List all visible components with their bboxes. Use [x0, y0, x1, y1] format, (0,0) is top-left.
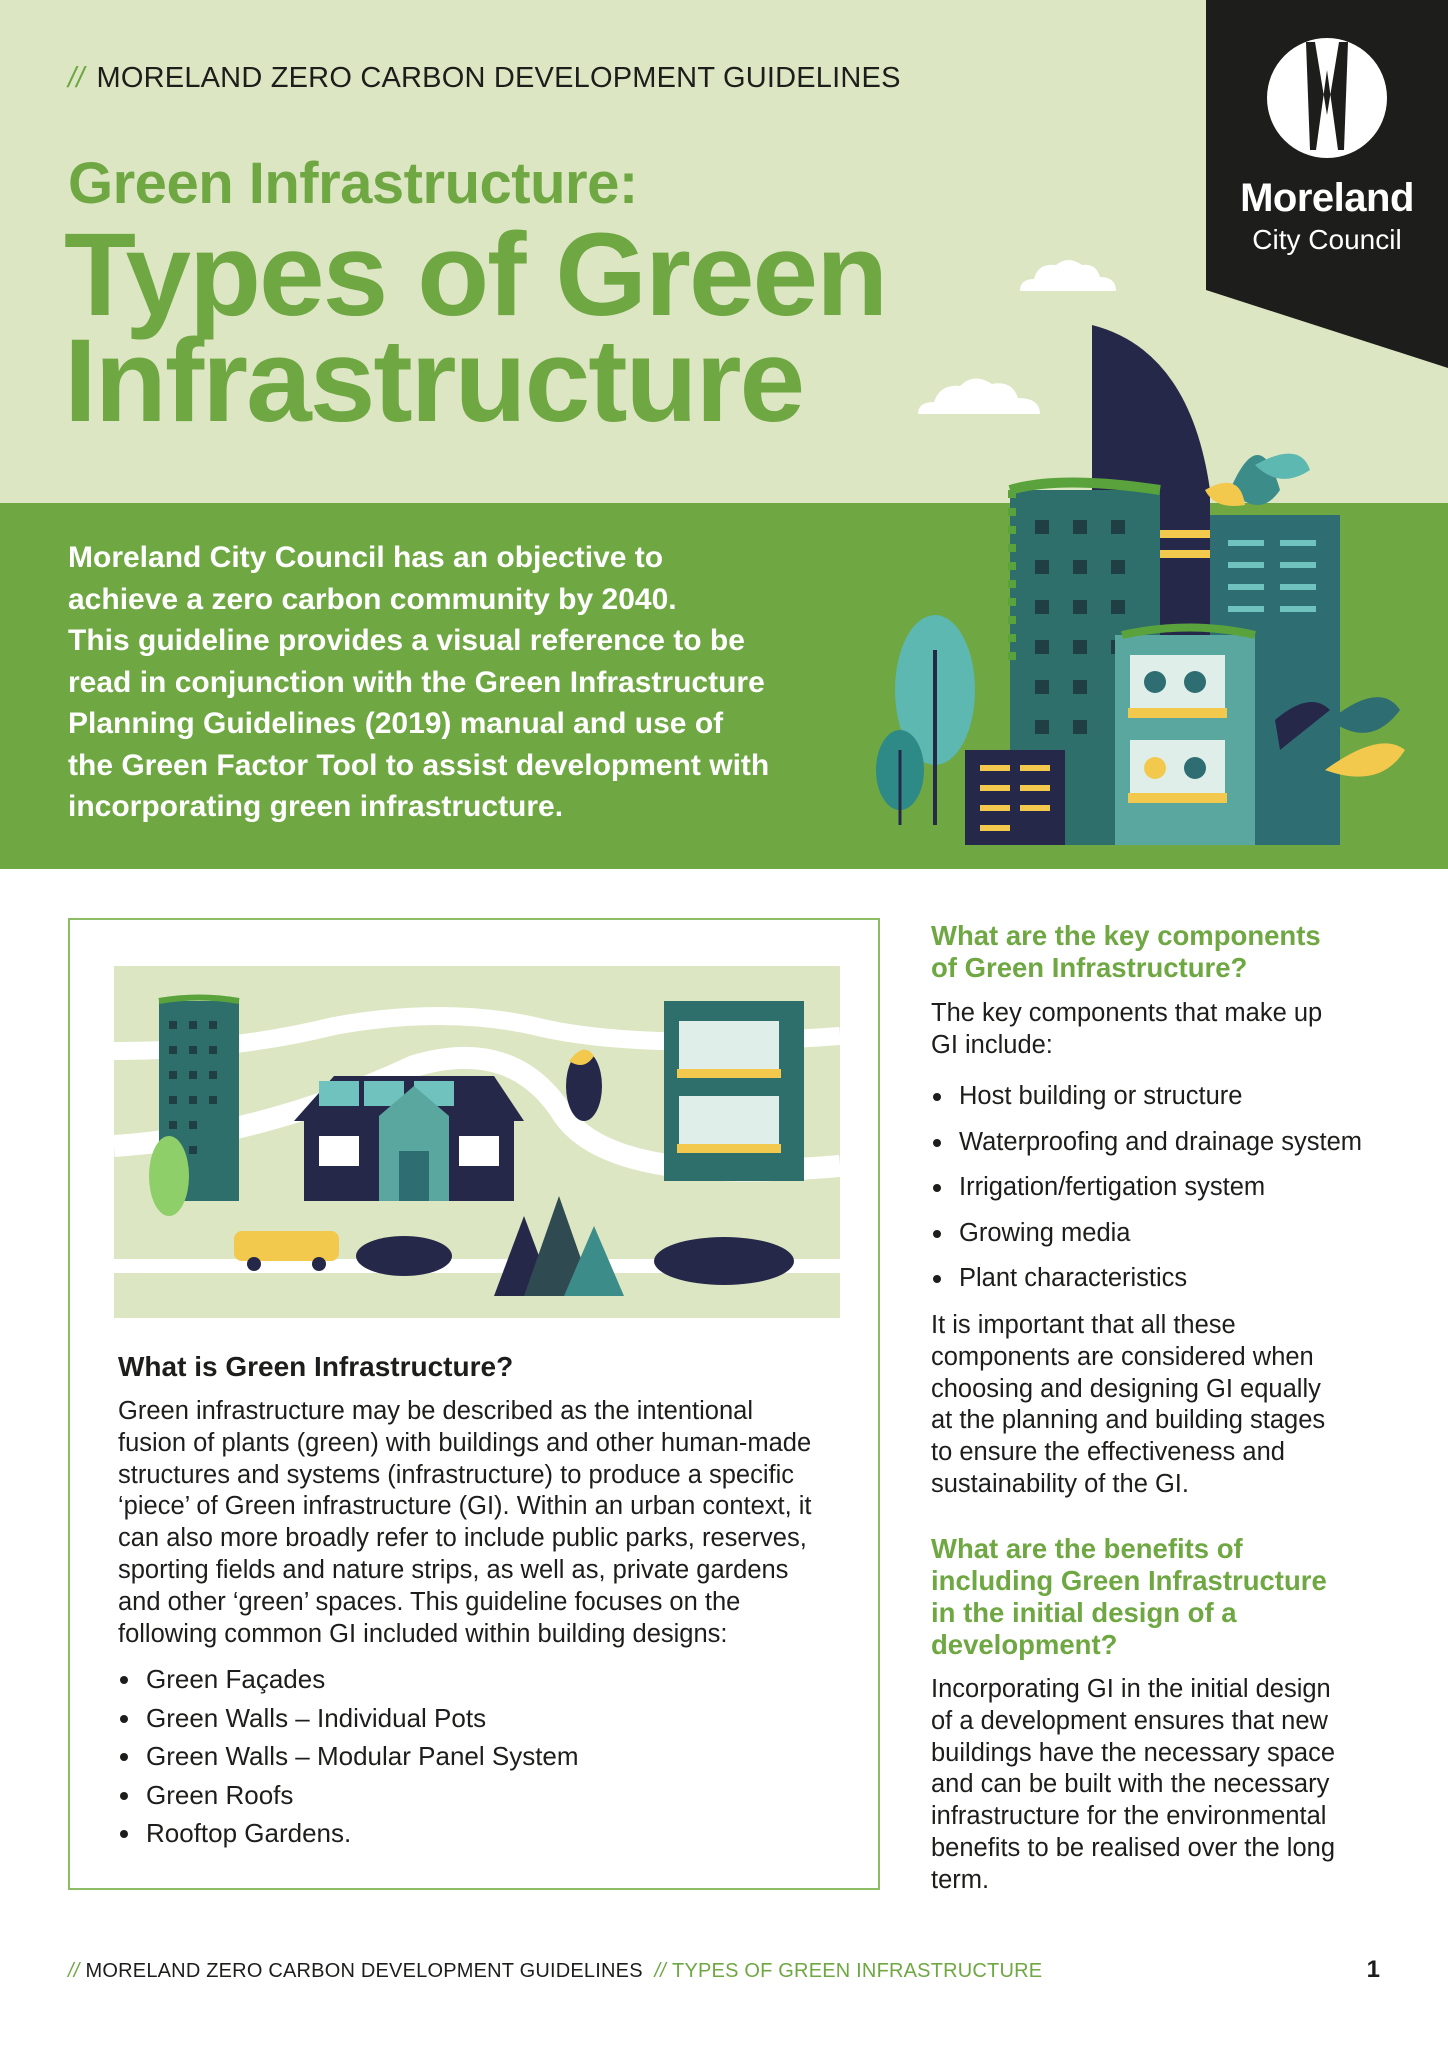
intro-line: This guideline provides a visual reference to be — [68, 624, 745, 657]
list-item: Irrigation/fertigation system — [931, 1165, 1362, 1211]
list-item: Growing media — [931, 1211, 1362, 1257]
paragraph-line: fusion of plants (green) with buildings and other human-made — [118, 1428, 812, 1457]
heading-line: in the initial design of a — [931, 1597, 1237, 1628]
heading-line: including Green Infrastructure — [931, 1565, 1327, 1596]
paragraph-line: to ensure the effectiveness and — [931, 1438, 1285, 1467]
paragraph-line: at the planning and building stages — [931, 1406, 1326, 1435]
logo-subname: City Council — [1252, 224, 1402, 255]
paragraph-line: and can be built with the necessary — [931, 1770, 1330, 1799]
list-item: Rooftop Gardens. — [118, 1814, 579, 1853]
paragraph-line: sporting fields and nature strips, as well as, private gardens — [118, 1555, 789, 1584]
paragraph-line: benefits to be realised over the long — [931, 1833, 1336, 1862]
heading-line: What are the key components — [931, 920, 1321, 951]
benefits-heading — [931, 1533, 1391, 1661]
benefits-paragraph — [931, 1674, 1391, 1897]
footer-separator: // — [654, 1960, 667, 1982]
paragraph-line: can also more broadly refer to include public parks, reserves, — [118, 1524, 807, 1553]
kicker-text: MORELAND ZERO CARBON DEVELOPMENT GUIDELINES — [96, 62, 901, 94]
heading-line: development? — [931, 1629, 1118, 1660]
list-item: Green Walls – Modular Panel System — [118, 1737, 579, 1776]
paragraph-line: choosing and designing GI equally — [931, 1374, 1321, 1403]
footer-section-title: TYPES OF GREEN INFRASTRUCTURE — [672, 1960, 1043, 1982]
paragraph-line: term. — [931, 1865, 990, 1894]
paragraph-line: It is important that all these — [931, 1311, 1236, 1339]
components-intro — [931, 998, 1391, 1062]
page-subtitle: Green Infrastructure: — [68, 151, 638, 216]
intro-paragraph — [68, 537, 888, 828]
paragraph-line: ‘piece’ of Green infrastructure (GI). Within an urban context, it — [118, 1492, 812, 1521]
title-line-2: Infrastructure — [64, 315, 804, 447]
city-buildings-illustration — [860, 250, 1420, 850]
components-heading — [931, 920, 1391, 984]
list-item: Host building or structure — [931, 1074, 1362, 1120]
components-closing — [931, 1310, 1391, 1501]
paragraph-line: buildings have the necessary space — [931, 1738, 1336, 1767]
intro-line: achieve a zero carbon community by 2040. — [68, 582, 677, 616]
intro-line: the Green Factor Tool to assist development with — [68, 748, 770, 782]
paragraph-line: Incorporating GI in the initial design — [931, 1675, 1331, 1703]
heading-line: of Green Infrastructure? — [931, 952, 1248, 983]
paragraph-line: structures and systems (infrastructure) to produce a specific — [118, 1460, 795, 1489]
list-item: Green Façades — [118, 1660, 579, 1699]
gi-types-list — [118, 1660, 579, 1853]
page-number: 1 — [1366, 1956, 1380, 1983]
list-item: Green Roofs — [118, 1776, 579, 1815]
kicker-slashes: // — [68, 62, 85, 94]
list-item: Green Walls – Individual Pots — [118, 1699, 579, 1738]
paragraph-line: and other ‘green’ spaces. This guideline focuses on the — [118, 1587, 741, 1616]
footer — [68, 1960, 1042, 1983]
paragraph-line: The key components that make up — [931, 999, 1323, 1027]
header-kicker — [68, 62, 901, 95]
what-is-gi-heading: What is Green Infrastructure? — [118, 1351, 514, 1382]
footer-slashes: // — [68, 1960, 80, 1982]
paragraph-line: components are considered when — [931, 1342, 1314, 1371]
list-item: Waterproofing and drainage system — [931, 1120, 1362, 1166]
heading-line: What are the benefits of — [931, 1533, 1243, 1564]
intro-line: Planning Guidelines (2019) manual and use of — [68, 707, 724, 740]
paragraph-line: following common GI included within building designs: — [118, 1619, 728, 1648]
intro-line: incorporating green infrastructure. — [68, 790, 564, 823]
components-list — [931, 1074, 1362, 1302]
footer-doc-title: MORELAND ZERO CARBON DEVELOPMENT GUIDELINES — [85, 1960, 643, 1982]
what-is-gi-paragraph — [118, 1396, 846, 1650]
intro-line: read in conjunction with the Green Infrastructure — [68, 665, 765, 699]
paragraph-line: Green infrastructure may be described as the intentional — [118, 1397, 754, 1425]
page-title — [64, 209, 964, 447]
paragraph-line: sustainability of the GI. — [931, 1469, 1189, 1498]
paragraph-line: infrastructure for the environmental — [931, 1802, 1327, 1831]
logo-name: Moreland — [1240, 176, 1414, 220]
intro-line: Moreland City Council has an objective to — [68, 541, 664, 574]
paragraph-line: of a development ensures that new — [931, 1706, 1328, 1735]
title-line-1: Types of Green — [64, 209, 887, 341]
paragraph-line: GI include: — [931, 1030, 1053, 1059]
list-item: Plant characteristics — [931, 1256, 1362, 1302]
urban-map-illustration — [114, 966, 840, 1318]
